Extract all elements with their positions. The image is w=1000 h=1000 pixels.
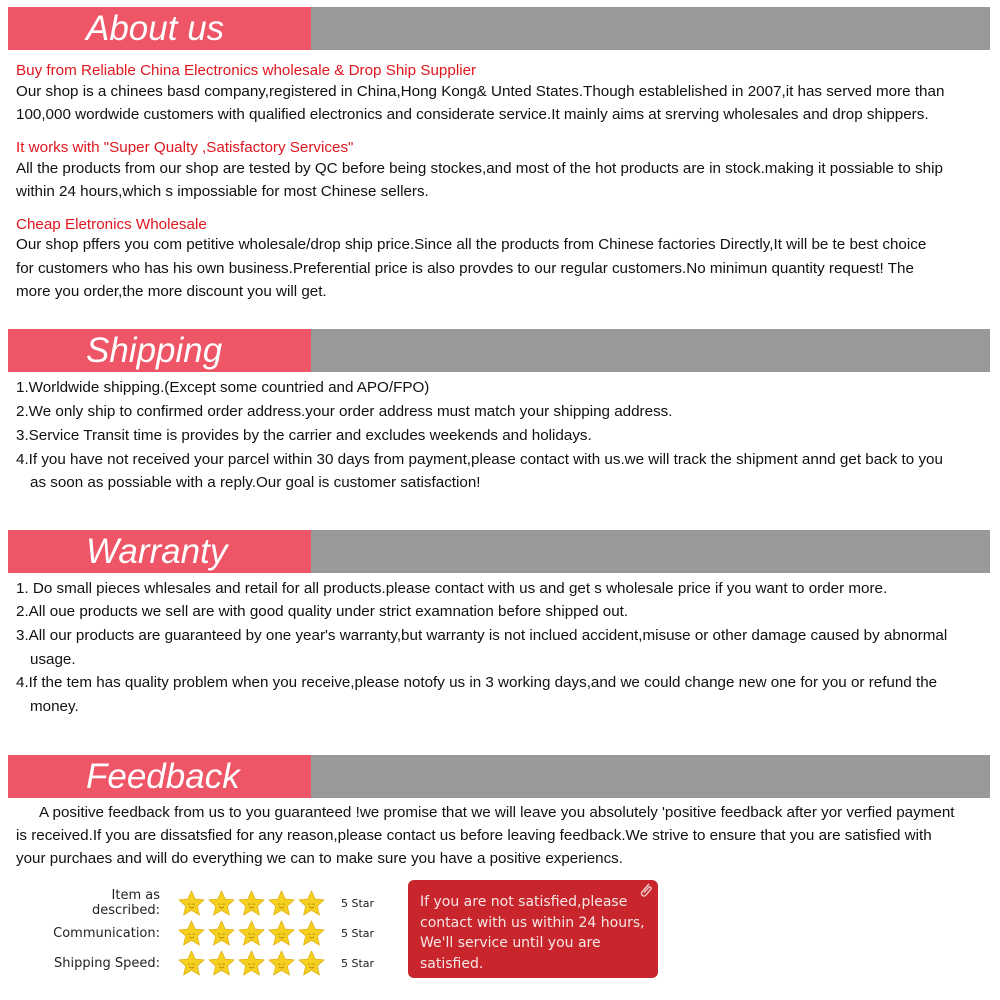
about-header <box>8 7 990 50</box>
star-icon <box>177 949 206 978</box>
star-icon <box>207 949 236 978</box>
star-icon <box>207 919 236 948</box>
rating-label: Item as described: <box>91 888 160 918</box>
shipping-line-4: 4.If you have not received your parcel within 30 days from payment,please contact with us.we will track the shipment annd get back to you <box>16 451 943 468</box>
about-paragraph-2-line-2: within 24 hours,which s impossiable for most Chinese sellers. <box>16 183 429 200</box>
about-paragraph-3-line-2: for customers who has his own business.Preferential price is also provdes to our regular customers.No minimun quantity request! The <box>16 260 914 277</box>
header-bar-gray <box>311 7 990 50</box>
seller-rating-table <box>40 888 400 978</box>
star-icon <box>297 889 326 918</box>
feedback-header <box>8 755 990 798</box>
star-rating <box>177 919 326 948</box>
shipping-title: Shipping <box>86 331 223 370</box>
note-line-4: satisfied. <box>420 955 484 972</box>
shipping-header <box>8 329 990 372</box>
feedback-title: Feedback <box>86 757 240 796</box>
satisfaction-note <box>408 880 658 978</box>
star-icon <box>237 889 266 918</box>
star-icon <box>177 889 206 918</box>
warranty-line-2: 2.All oue products we sell are with good quality under strict examnation before shipped out. <box>16 603 629 620</box>
about-subheading-3: Cheap Eletronics Wholesale <box>16 216 207 233</box>
rating-row <box>40 948 400 978</box>
rating-row <box>40 888 400 918</box>
about-subheading-2: It works with "Super Qualty ,Satisfactory Services" <box>16 139 354 156</box>
header-bar-gray <box>311 530 990 573</box>
star-rating <box>177 949 326 978</box>
star-icon <box>237 919 266 948</box>
note-line-3: We'll service until you are <box>420 935 601 951</box>
about-paragraph-1-line-2: 100,000 wordwide customers with qualified electronics and considerate service.It mainly aims at srerving wholesales and drop shippers. <box>16 106 929 123</box>
about-paragraph-3-line-3: more you order,the more discount you will get. <box>16 283 327 300</box>
feedback-line-1: A positive feedback from us to you guaranteed !we promise that we will leave you absolutely 'positive feedback after yor verfied payment <box>39 804 955 821</box>
star-icon <box>297 919 326 948</box>
header-bar-gray <box>311 755 990 798</box>
star-icon <box>237 949 266 978</box>
about-paragraph-1-line-1: Our shop is a chinees basd company,registered in China,Hong Kong& Unted States.Though establelished in 2007,it has served more than <box>16 83 945 100</box>
about-paragraph-2-line-1: All the products from our shop are tested by QC before being stockes,and most of the hot products are in stock.making it possiable to ship <box>16 160 943 177</box>
shipping-line-3: 3.Service Transit time is provides by the carrier and excludes weekends and holidays. <box>16 427 592 444</box>
rating-value: 5 Star <box>341 896 375 910</box>
rating-label: Communication: <box>53 925 160 941</box>
star-icon <box>177 919 206 948</box>
shipping-line-2: 2.We only ship to confirmed order address.your order address must match your shipping address. <box>16 403 673 420</box>
warranty-line-1: 1. Do small pieces whlesales and retail for all products.please contact with us and get s wholesale price if you want to order more. <box>16 580 888 597</box>
star-icon <box>207 889 236 918</box>
star-icon <box>267 949 296 978</box>
feedback-line-2: is received.If you are dissatsfied for any reason,please contact us before leaving feedback.We strive to ensure that you are satisfied with <box>16 827 932 844</box>
shipping-line-1: 1.Worldwide shipping.(Except some countried and APO/FPO) <box>16 379 430 396</box>
note-line-1: If you are not satisfied,please <box>420 894 628 910</box>
note-line-2: contact with us within 24 hours, <box>420 914 645 931</box>
about-title: About us <box>86 9 225 48</box>
warranty-title: Warranty <box>86 532 228 571</box>
rating-value: 5 Star <box>341 956 375 970</box>
star-icon <box>297 949 326 978</box>
star-icon <box>267 919 296 948</box>
rating-row <box>40 918 400 948</box>
rating-value: 5 Star <box>341 926 375 940</box>
warranty-line-3-cont: usage. <box>30 651 76 668</box>
feedback-line-3: your purchaes and will do everything we can to make sure you have a positive experiencs. <box>16 850 623 867</box>
shipping-line-4-cont: as soon as possiable with a reply.Our goal is customer satisfaction! <box>30 474 481 491</box>
header-bar-gray <box>311 329 990 372</box>
star-rating <box>177 889 326 918</box>
star-icon <box>267 889 296 918</box>
warranty-header <box>8 530 990 573</box>
about-paragraph-3-line-1: Our shop pffers you com petitive wholesale/drop ship price.Since all the products from Chinese factories Directly,It will be te best choice <box>16 236 927 253</box>
warranty-line-4: 4.If the tem has quality problem when you receive,please notofy us in 3 working days,and we could change new one for you or refund the <box>16 674 938 691</box>
rating-label: Shipping Speed: <box>54 955 160 971</box>
warranty-line-3: 3.All our products are guaranteed by one year's warranty,but warranty is not inclued accident,misuse or other damage caused by abnormal <box>16 627 948 644</box>
about-subheading-1: Buy from Reliable China Electronics wholesale & Drop Ship Supplier <box>16 62 477 79</box>
warranty-line-4-cont: money. <box>30 698 79 715</box>
paperclip-icon <box>638 882 654 898</box>
